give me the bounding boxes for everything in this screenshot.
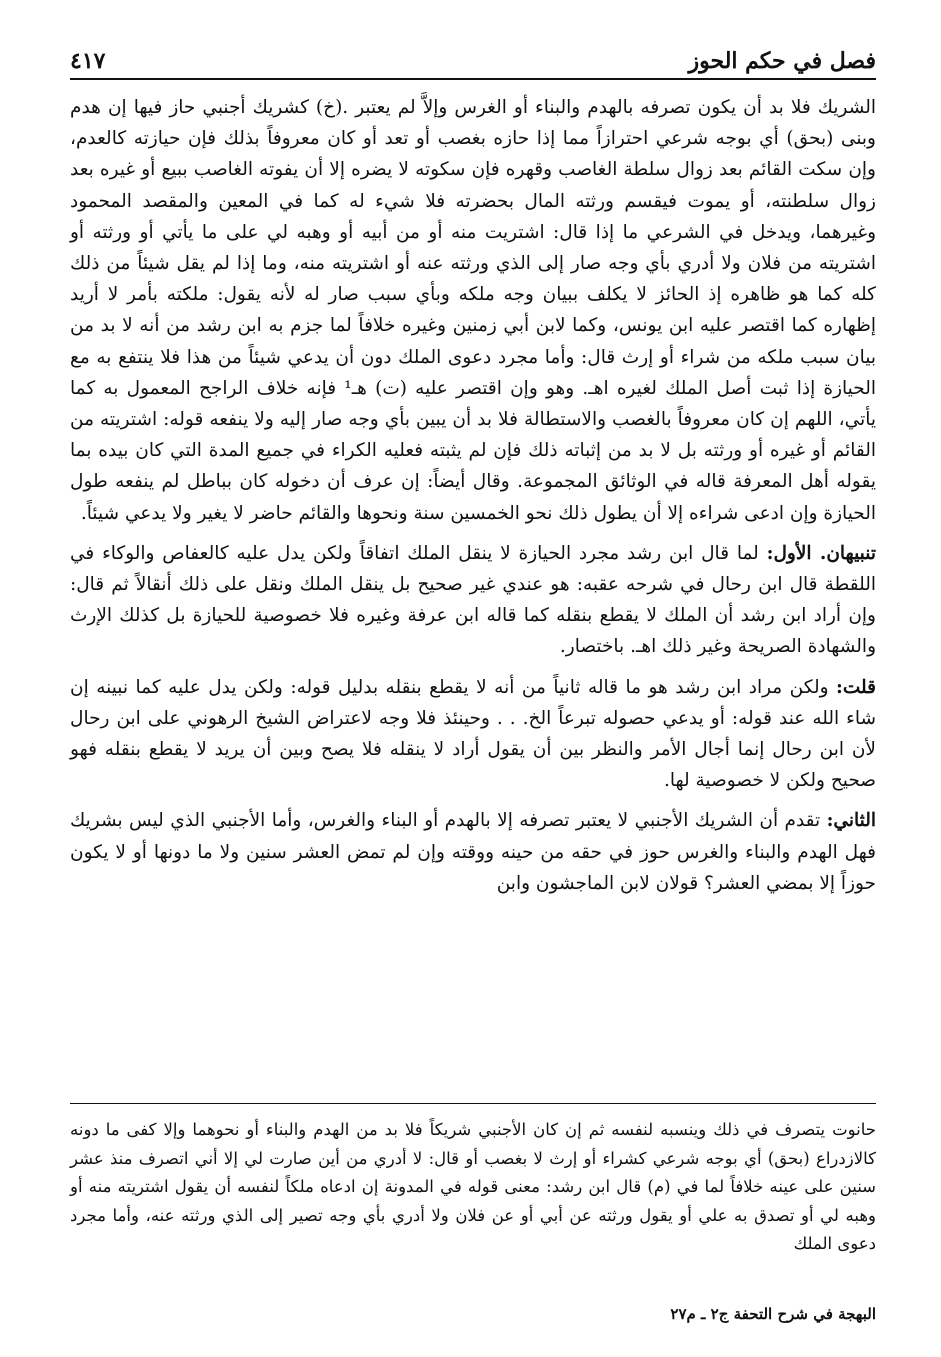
paragraph: [70, 538, 876, 663]
chapter-title: فصل في حكم الحوز: [688, 48, 876, 74]
paragraph-lead: قلت:: [836, 676, 877, 698]
paragraph-lead: تنبيهان. الأول:: [766, 542, 876, 564]
paragraph-text: الشريك فلا بد أن يكون تصرفه بالهدم والبناء أو الغرس وإلاَّ لم يعتبر .(خ) كشريك أجنبي حاز فيها إن هدم وبنى (بحق) أي بوجه شرعي احترازاً مما إذا حازه بغصب أو تعد أو كان معروفاً بذلك فإن حيازته كالعدم، وإن سكت القائم بعد زوال سلطة الغاصب وقهره فإن سكوته لا يضره إلا أن يفوته الغاصب ببيع أو غيره بعد زوال سلطنته، أو يموت فيقسم ورثته المال بحضرته فلا شيء له كما في المعين والمقصد المحمود وغيرهما، ويدخل في الشرعي ما إذا قال: اشتريت منه أو من أبيه أو وهبه لي على ما يأتي أو ورثته أو اشتريته من فلان ولا أدري بأي وجه صار إلى الذي ورثته عنه أو اشتريته منه، وما إذا لم يقل شيئاً من ذلك كله كما هو ظاهره إذ الحائز لا يكلف ببيان وجه ملكه وبأي سبب صار له لأنه يقول: ملكته بأمر لا أريد إظهاره كما اقتصر عليه ابن يونس، وكما لابن أبي زمنين وغيره خلافاً لما جزم به ابن رشد من أنه لا بد من بيان سبب ملكه من شراء أو إرث قال: وأما مجرد دعوى الملك دون أن يدعي شيئاً من هذا فلا ينتفع به مع الحيازة إذا ثبت أصل الملك لغيره اهـ. وهو وإن اقتصر عليه (ت) هـ¹ فإنه خلاف الراجح المعمول به كما يأتي، اللهم إن كان معروفاً بالغصب والاستطالة فلا بد أن يبين بأي وجه صار إليه ولا ينفعه قوله: اشتريته من القائم أو غيره أو ورثته بل لا بد من إثباته ذلك فإن لم يثبته فعليه الكراء في جميع المدة التي كان بيده بما يقوله أهل المعرفة قاله في الوثائق المجموعة. وقال أيضاً: إن عرف أن دخوله كان بباطل لم ينفعه طول الحيازة وإن ادعى شراءه إلا أن يطول ذلك نحو الخمسين سنة ونحوها والقائم حاضر لا يغير ولا يدعي شيئاً.: [70, 97, 876, 524]
footnote-separator: [70, 1103, 876, 1104]
paragraph: [70, 672, 876, 797]
footnote: حانوت يتصرف في ذلك وينسبه لنفسه ثم إن كان الأجنبي شريكاً فلا بد من الهدم والبناء أو نحوهما وإلا كفى ما دونه كالازدراع (بحق) أي بوجه شرعي كشراء أو إرث لا بغصب أو قال: لا أدري من أين صارت لي إلا أني اتصرف منذ عشر سنين على عينه خلافاً لما في (م) قال ابن رشد: معنى قوله في المدونة إن ادعاه ملكاً لنفسه أن يقول اشتريته منه أو وهبه لي أو تصدق به علي أو يقول ورثته عن أبي أو عن فلان ولا أدري بأي وجه تصير إلى الذي ورثته عنه، وأما مجرد دعوى الملك: [70, 1120, 876, 1254]
paragraph-text: تقدم أن الشريك الأجنبي لا يعتبر تصرفه إلا بالهدم أو البناء والغرس، وأما الأجنبي الذي ليس بشريك فهل الهدم والبناء والغرس حوز في حقه من حينه ووقته وإن لم تمض العشر سنين ولا ما دونها أو لا يكون حوزاً إلا بمضي العشر؟ قولان لابن الماجشون وابن: [70, 810, 876, 894]
paragraph: [70, 92, 876, 529]
main-text: [70, 92, 876, 899]
book-page: [70, 30, 876, 1340]
page-header: [70, 30, 876, 80]
page-footer: البهجة في شرح التحفة ج٢ ـ م٢٧: [670, 1305, 876, 1323]
page-number: ٤١٧: [70, 48, 106, 74]
paragraph-text: ولكن مراد ابن رشد هو ما قاله ثانياً من أنه لا يقطع بنقله بدليل قوله: ولكن يدل عليه كما نبينه إن شاء الله عند قوله: أو يدعي حصوله تبرعاً الخ. . . وحينئذ فلا وجه لاعتراض الشيخ الرهوني على ابن رحال لأن ابن رحال إنما أجال الأمر والنظر بين أن يقول أراد لا ينقله فلا يصح وبين أن يريد لا يقطع بنقله فهو صحيح ولكن لا خصوصية لها.: [70, 676, 876, 792]
paragraph-lead: الثاني:: [826, 810, 876, 832]
paragraph: [70, 805, 876, 899]
paragraph-text: لما قال ابن رشد مجرد الحيازة لا ينقل الملك اتفاقاً ولكن يدل عليه كالعفاص والوكاء في اللقطة قال ابن رحال في شرحه عقبه: هو عندي غير صحيح بل ينقل الملك ونقل على ذلك أنقالاً ثم قال: وإن أراد ابن رشد أن الملك لا يقطع بنقله كما قاله ابن عرفة وغيره فلا خصوصية للحيازة بل كذلك الإرث والشهادة الصريحة وغير ذلك اهـ. باختصار.: [70, 542, 876, 658]
